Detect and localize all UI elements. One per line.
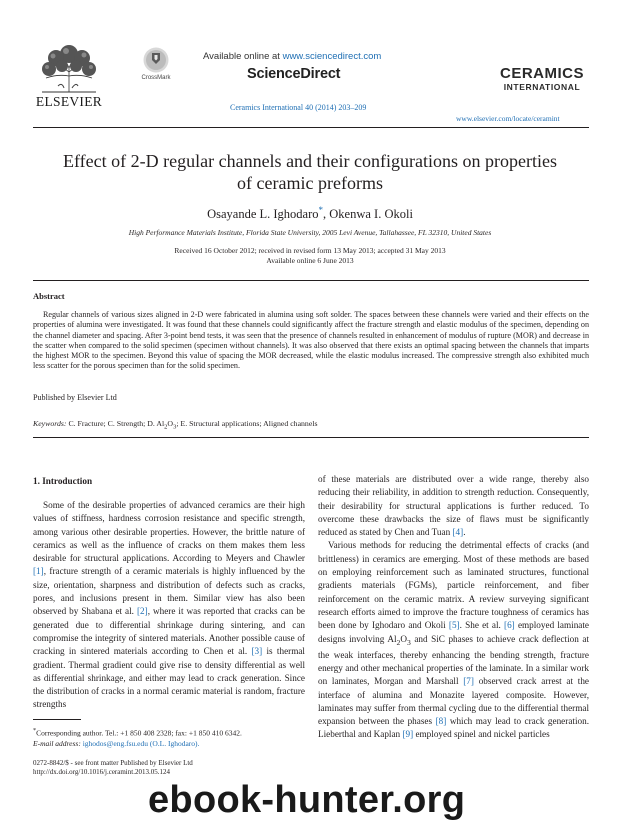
keywords-line <box>33 419 318 431</box>
left-text-2: , fracture strength of a ceramic materials is highly influenced by the size, orientation, sharpness and distribution of defects such as cracks, pores, and inclusions present in them. Similar view has also been observed by Shabana et al. <box>33 566 305 617</box>
crossmark-icon[interactable] <box>143 47 169 73</box>
author-1: Osayande L. Ighodaro <box>207 207 319 222</box>
journal-logo-line2: INTERNATIONAL <box>503 82 581 92</box>
email-label: E-mail address: <box>33 738 83 748</box>
citation-link-9[interactable]: [9] <box>402 729 414 740</box>
footnote-text: Corresponding author. Tel.: +1 850 408 2328; fax: +1 850 410 6342. <box>36 728 242 738</box>
keywords-sub-2: 3 <box>173 423 177 431</box>
article-dates <box>40 246 580 266</box>
keywords-part-a: C. Fracture; C. Strength; D. Al <box>66 419 165 428</box>
keywords-label: Keywords: <box>33 419 67 428</box>
citation-link-3[interactable]: [3] <box>251 646 263 657</box>
publisher-name: ELSEVIER <box>35 94 103 109</box>
sciencedirect-link[interactable]: www.sciencedirect.com <box>282 51 382 62</box>
right-paragraph-1 <box>318 473 589 539</box>
section-heading-introduction: 1. Introduction <box>33 476 93 486</box>
left-text-3: , where it was reported that cracks can be generated due to differential shrinkage during sintering, and can compromise the integrity of sintered materials. Another possible cause of cracking in sintered materials according to Chen et al. <box>33 606 306 657</box>
right-p2-text-b: . She et al. <box>459 620 505 631</box>
abstract-text: Regular channels of various sizes aligned in 2-D were fabricated in alumina using soft solder. The spaces between these channels were varied and their effects on the properties of alumina were investigated. It was found that these channels could significantly affect the fracture strength and elastic modulus of the specimen, depending on the channel diameter and spacing. After 3-point bend tests, it was seen that the presence of channels resulted in enhancement of modulus of rupture (MOR) and decrease in the scatter when compared to the solid specimen (specimen without channels). It was also observed that there exists an optimal spacing between the channels that imparts the highest MOR to the specimen. Beyond this value of spacing the MOR decreased, while the elastic modulus increased. The compressive strength also exhibited much less scatter for the porous specimen than for the solid specimen. <box>33 310 589 371</box>
footnote-contact <box>33 726 305 739</box>
right-p2-text-g: which may lead to crack generation. Lieberthal and Kaplan <box>318 716 589 740</box>
available-online-date: Available online 6 June 2013 <box>266 256 354 265</box>
article-authors <box>60 205 560 222</box>
right-p2-text-h: employed spinel and nickel particles <box>413 729 550 740</box>
right-p1-text-b: . <box>463 527 466 538</box>
received-dates: Received 16 October 2012; received in revised form 13 May 2013; accepted 31 May 2013 <box>174 246 446 255</box>
title-divider <box>33 280 589 281</box>
abstract-heading: Abstract <box>33 291 65 301</box>
right-paragraph-2 <box>318 539 589 741</box>
left-text-1: Some of the desirable properties of advanced ceramics are their high values of stiffness, hardness corrosion resistance and specific strength, among various other desirable properties. However, the brittle nature of ceramics as well as the influence of cracks on them makes them less desirable for structural applications. According to Meyers and Chawler <box>33 500 305 564</box>
available-prefix: Available online at <box>203 51 283 62</box>
journal-reference-link[interactable]: Ceramics International 40 (2014) 203–209 <box>230 103 367 112</box>
issn-block <box>33 759 305 777</box>
citation-link-6[interactable]: [6] <box>504 620 515 631</box>
available-online-line <box>203 51 381 62</box>
elsevier-tree-icon <box>38 42 100 94</box>
right-p2-text-d: O <box>400 633 407 644</box>
header-divider <box>33 127 589 128</box>
citation-link-1[interactable]: [1] <box>33 566 44 577</box>
left-text-4: is thermal gradient. Thermal gradient could give rise to density differential as well as differential shrinkage, and either may lead to crack generation. Since the distribution of cracks in a normal ceramic material is random, fracture strengths <box>33 646 305 710</box>
keywords-sub-1: 2 <box>164 423 168 431</box>
issn-line: 0272-8842/$ - see front matter Published by Elsevier Ltd <box>33 759 193 767</box>
body-column-left <box>33 499 305 712</box>
corresponding-author-mark[interactable]: * <box>318 205 323 215</box>
journal-logo <box>499 66 585 92</box>
citation-link-8[interactable]: [8] <box>435 716 447 727</box>
keywords-part-b: O <box>167 419 174 428</box>
article-title: Effect of 2-D regular channels and their configurations on properties of ceramic preforms <box>63 151 557 193</box>
author-email-link[interactable]: ighodos@eng.fsu.edu (O.L. Ighodaro). <box>82 738 200 748</box>
right-p2-sub-1: 2 <box>396 637 401 647</box>
citation-link-7[interactable]: [7] <box>463 676 474 687</box>
citation-link-2[interactable]: [2] <box>136 606 148 617</box>
footnote-email-line <box>33 739 305 749</box>
publisher-note: Published by Elsevier Ltd <box>33 393 117 402</box>
doi-link[interactable]: http://dx.doi.org/10.1016/j.ceramint.2013.05.124 <box>33 768 170 776</box>
right-p2-text-c: employed laminate designs involving Al <box>318 620 589 644</box>
journal-header <box>0 0 620 128</box>
citation-link-5[interactable]: [5] <box>448 620 460 631</box>
keywords-part-c: ; E. Structural applications; Aligned channels <box>176 419 318 428</box>
right-p2-text-a: Various methods for reducing the detrimental effects of cracks (and brittleness) in ceramics are emerging. Most of these methods are based on employing reinforcement such as laminated structures, functional gradients materials (FGMs), particle reinforcement, and fiber reinforcement on the ceramic matrix. A review surveying significant research efforts aimed to improve the fracture toughness of ceramics has been done by Ighodaro and Okoli <box>318 540 589 631</box>
right-p1-text-a: of these materials are distributed over a wide range, thereby also reducing their reliability, in addition to strength reduction. Consequently, their desirability for structural applications is further reduced. To overcome these drawbacks the size of flaws must be significantly reduced as stated by Chen and Tuan <box>318 474 589 538</box>
watermark: ebook-hunter.org <box>148 779 466 821</box>
crossmark-label: CrossMark <box>141 75 171 81</box>
right-p2-sub-2: 3 <box>406 637 411 647</box>
journal-logo-line1: CERAMICS <box>499 65 584 82</box>
abstract-divider <box>33 437 589 438</box>
author-affiliation: High Performance Materials Institute, Florida State University, 2005 Levi Avenue, Tallahassee, FL 32310, United States <box>128 228 492 237</box>
corresponding-author-footnote <box>33 726 305 749</box>
platform-name: ScienceDirect <box>247 66 341 82</box>
journal-homepage-link[interactable]: www.elsevier.com/locate/ceramint <box>456 114 560 123</box>
right-p2-text-f: observed crack arrest at the interface of alumina and Monazite layered composite. However, laminates may suffer from thermal cycling due to the differential thermal expansion between the phases <box>318 676 589 727</box>
right-p2-text-e: and SiC phases to achieve crack deflection at the weak interfaces, thereby enhancing the bending strength, fracture energy and other mechanical properties of the laminate. In a similar work on laminates, Morgan and Marshall <box>318 633 589 687</box>
footnote-mark: * <box>33 727 37 734</box>
footnote-divider <box>33 719 81 720</box>
citation-link-4[interactable]: [4] <box>452 527 464 538</box>
body-column-right <box>318 473 589 742</box>
author-2: , Okenwa I. Okoli <box>323 207 413 222</box>
